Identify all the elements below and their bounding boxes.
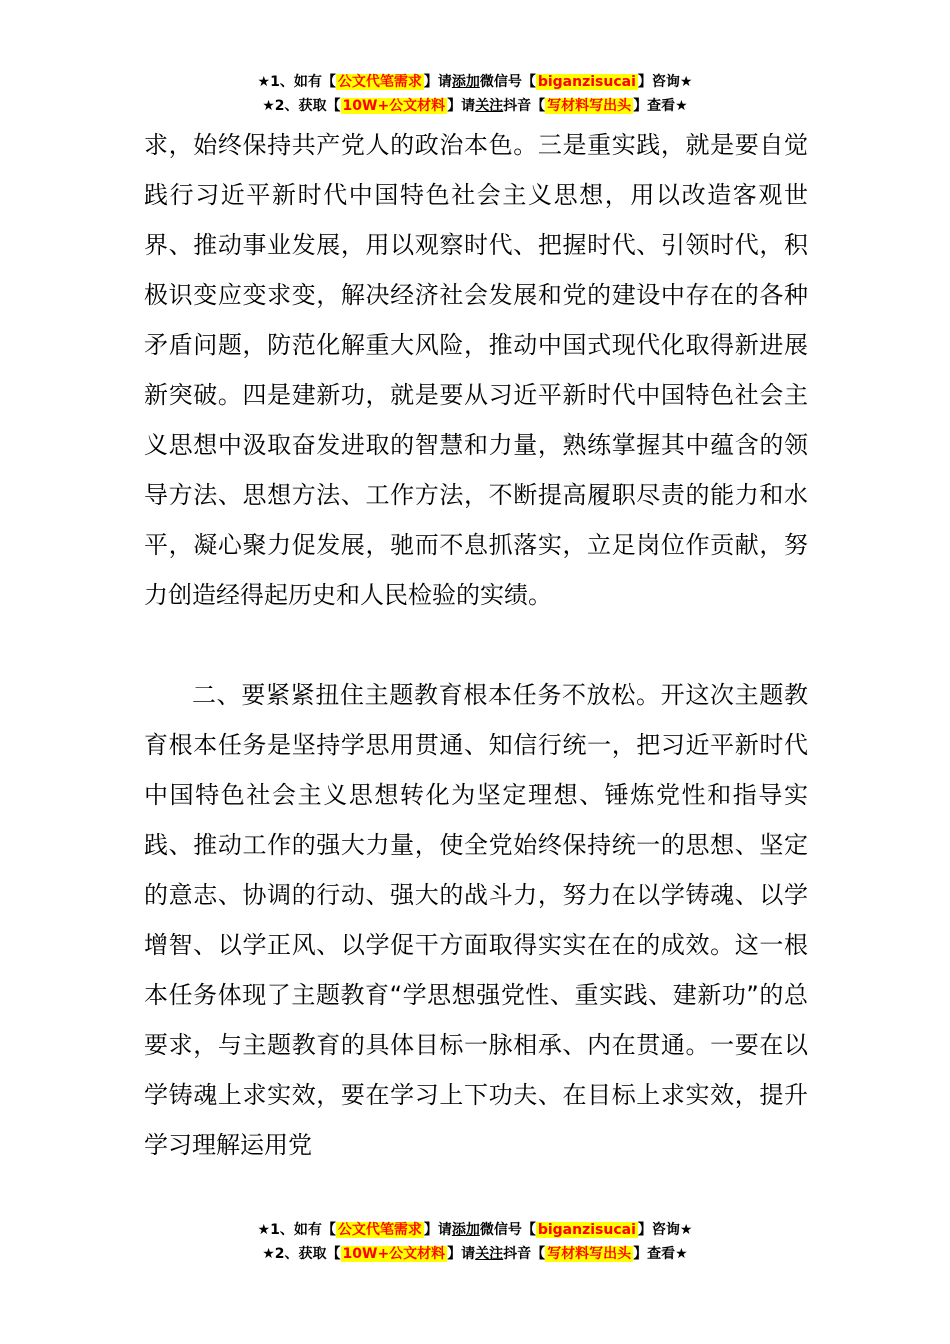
body-paragraph: 二、要紧紧扭住主题教育根本任务不放松。开这次主题教育根本任务是坚持学思用贯通、知信行统一，把习近平新时代中国特色社会主义思想转化为坚定理想、锤炼党性和指导实践、推动工作的强大力量，使全党始终保持统一的思想、坚定的意志、协调的行动、强大的战斗力，努力在以学铸魂、以学增智、以学正风、以学促干方面取得实实在在的成效。这一根本任务体现了主题教育“学思想强党性、重实践、建新功”的总要求，与主题教育的具体目标一脉相承、内在贯通。一要在以学铸魂上求实效，要在学习上下功夫、在目标上求实效，提升学习理解运用党 [144, 681, 808, 1159]
banner-highlight: 公文代笔需求 [337, 74, 422, 90]
banner-highlight: 写材料写出头 [547, 98, 632, 114]
header-banner [0, 70, 950, 118]
banner-emphasis: 关注 [475, 1246, 504, 1262]
banner-text: 微信号【 [479, 1222, 536, 1238]
banner-text: 抖音【 [503, 1246, 546, 1262]
body-paragraph: 求，始终保持共产党人的政治本色。三是重实践，就是要自觉践行习近平新时代中国特色社会主义思想，用以改造客观世界、推动事业发展，用以观察时代、把握时代、引领时代，积极识变应变求变，解决经济社会发展和党的建设中存在的各种矛盾问题，防范化解重大风险，推动中国式现代化取得新进展新突破。四是建新功，就是要从习近平新时代中国特色社会主义思想中汲取奋发进取的智慧和力量，熟练掌握其中蕴含的领导方法、思想方法、工作方法，不断提高履职尽责的能力和水平，凝心聚力促发展，驰而不息抓落实，立足岗位作贡献，努力创造经得起历史和人民检验的实绩。 [144, 131, 808, 609]
banner-highlight: 写材料写出头 [547, 1246, 632, 1262]
banner-text: ★1、如有【 [257, 1222, 336, 1238]
footer-banner [0, 1218, 950, 1266]
banner-line-2 [0, 1242, 950, 1266]
banner-text: 】请 [447, 98, 476, 114]
banner-line-2 [0, 94, 950, 118]
banner-text: 】查看★ [633, 1246, 688, 1262]
banner-highlight: biganzisucai [537, 74, 636, 90]
banner-highlight: 10W+公文材料 [342, 98, 446, 114]
banner-text: 】咨询★ [637, 1222, 693, 1238]
banner-text: 】查看★ [633, 98, 688, 114]
banner-emphasis: 添加 [451, 74, 480, 90]
banner-emphasis: 添加 [451, 1222, 480, 1238]
banner-highlight: 公文代笔需求 [337, 1222, 422, 1238]
banner-text: ★2、获取【 [262, 98, 341, 114]
banner-text: ★2、获取【 [262, 1246, 341, 1262]
banner-highlight: biganzisucai [537, 1222, 636, 1238]
banner-line-1 [0, 70, 950, 94]
banner-text: 】咨询★ [637, 74, 693, 90]
banner-text: 抖音【 [503, 98, 546, 114]
banner-emphasis: 关注 [475, 98, 504, 114]
banner-text: 】请 [447, 1246, 476, 1262]
banner-text: 】请 [423, 1222, 452, 1238]
banner-highlight: 10W+公文材料 [342, 1246, 446, 1262]
banner-text: ★1、如有【 [257, 74, 336, 90]
banner-text: 微信号【 [479, 74, 536, 90]
banner-line-1 [0, 1218, 950, 1242]
document-body [144, 120, 808, 1170]
banner-text: 】请 [423, 74, 452, 90]
